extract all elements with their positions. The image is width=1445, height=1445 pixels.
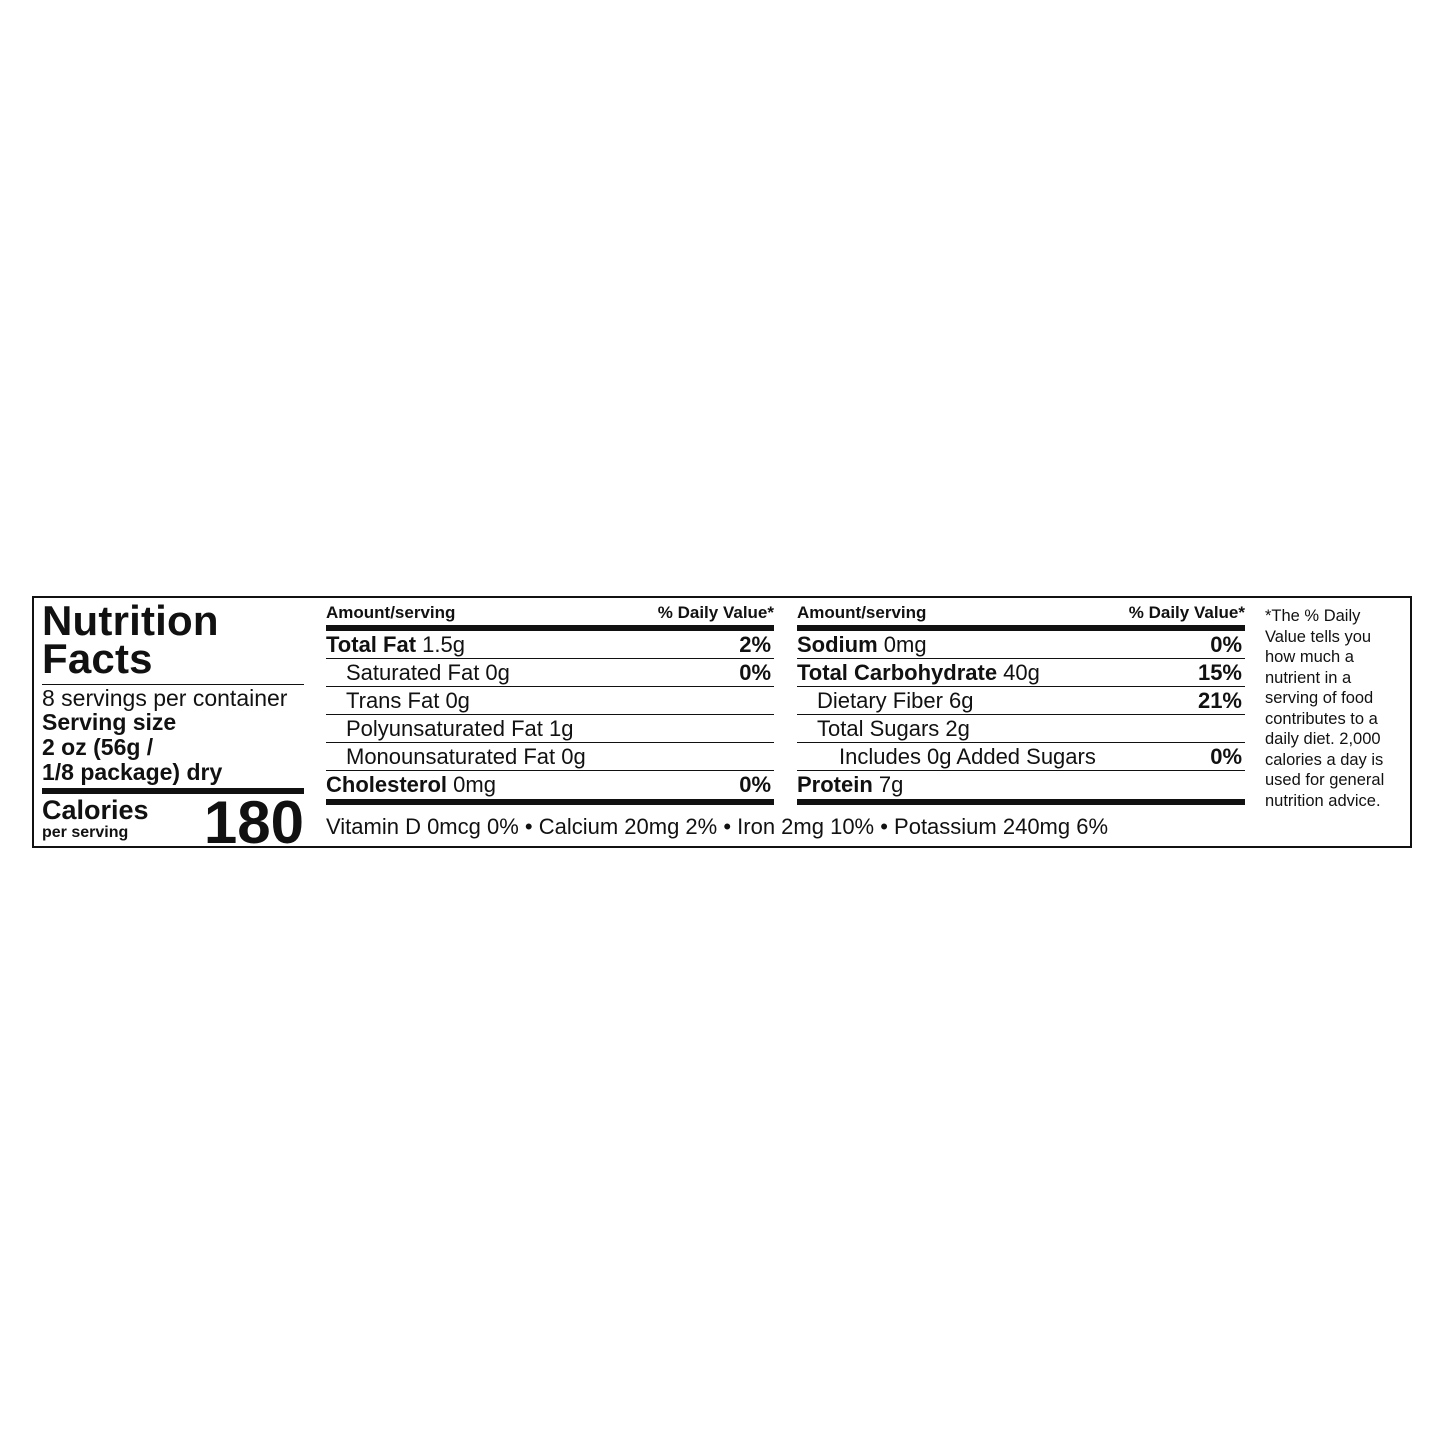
nutrient-name: Includes 0g Added Sugars [839, 744, 1096, 769]
nutrient-name: Sodium 0mg [797, 632, 927, 657]
calories-sub-label: per serving [42, 824, 129, 841]
nutrient-name: Monounsaturated Fat 0g [346, 744, 586, 769]
amount-header: Amount/serving [326, 603, 456, 622]
nutrient-name: Total Fat 1.5g [326, 632, 465, 657]
daily-value-percent: 0% [739, 660, 771, 685]
nutrient-row [797, 687, 1245, 715]
nutrient-column-1 [326, 604, 774, 805]
nutrient-name: Dietary Fiber 6g [817, 688, 974, 713]
daily-value-percent: 0% [739, 772, 771, 797]
daily-value-percent: 2% [739, 632, 771, 657]
nutrient-row [797, 659, 1245, 687]
serving-size-value [42, 735, 304, 794]
nutrient-row [326, 687, 774, 715]
dv-header: % Daily Value* [657, 603, 774, 622]
daily-value-footnote: *The % Daily Value tells you how much a nutrient in a serving of food contributes to a daily diet. 2,000 calories a day is used for general nutrition advice. [1265, 607, 1385, 810]
daily-value-percent: 0% [1210, 744, 1242, 769]
nutrient-row [326, 771, 774, 799]
daily-value-percent [1242, 771, 1245, 799]
calories-row [42, 789, 304, 856]
label-summary [42, 597, 304, 856]
serving-size-line-2: 1/8 package) dry [42, 759, 223, 785]
vitamins-minerals-line: Vitamin D 0mcg 0% • Calcium 20mg 2% • Iron 2mg 10% • Potassium 240mg 6% [326, 814, 1109, 839]
nutrient-name: Protein 7g [797, 772, 904, 797]
nutrient-column-2 [797, 604, 1245, 805]
nutrient-row [797, 631, 1245, 659]
daily-value-percent: 21% [1197, 688, 1242, 713]
label-title [42, 597, 304, 685]
title-line-2: Facts [42, 635, 153, 682]
daily-value-percent [771, 687, 774, 714]
servings-per-container: 8 servings per container [42, 685, 288, 711]
calories-value: 180 [203, 789, 304, 856]
nutrient-name: Trans Fat 0g [346, 688, 470, 713]
daily-value-percent [1242, 715, 1245, 742]
column-header [326, 604, 774, 631]
calories-label: Calories [42, 795, 149, 825]
column-header [797, 604, 1245, 631]
title-line-1: Nutrition [42, 597, 219, 644]
dv-header: % Daily Value* [1128, 603, 1245, 622]
nutrient-row [797, 771, 1245, 799]
daily-value-percent: 15% [1197, 660, 1242, 685]
daily-value-percent [771, 715, 774, 742]
amount-header: Amount/serving [797, 603, 927, 622]
nutrient-name: Total Carbohydrate 40g [797, 660, 1040, 685]
nutrient-name: Cholesterol 0mg [326, 772, 496, 797]
serving-size-label: Serving size [42, 709, 177, 735]
daily-value-percent: 0% [1210, 632, 1242, 657]
nutrient-name: Polyunsaturated Fat 1g [346, 716, 574, 741]
nutrient-row [797, 743, 1245, 771]
nutrient-row [326, 743, 774, 771]
nutrient-name: Total Sugars 2g [817, 716, 970, 741]
nutrition-facts-label [32, 596, 1412, 856]
nutrient-row [797, 715, 1245, 743]
nutrient-row [326, 715, 774, 743]
nutrient-row [326, 631, 774, 659]
nutrient-name: Saturated Fat 0g [346, 660, 510, 685]
serving-size-line-1: 2 oz (56g / [42, 734, 154, 760]
nutrient-row [326, 659, 774, 687]
daily-value-percent [771, 743, 774, 770]
